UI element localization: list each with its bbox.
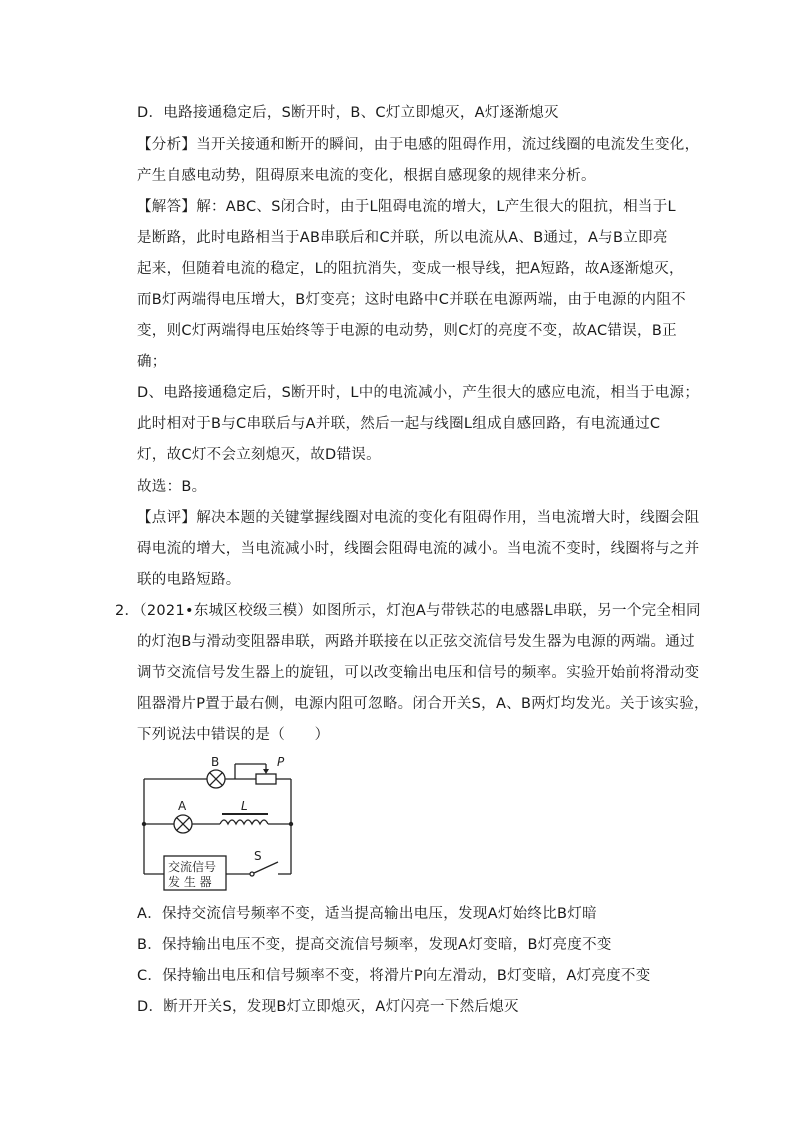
text-line: 【解答】解：ABC、S闭合时，由于L阻碍电流的增大，L产生很大的阻抗，相当于L <box>137 199 676 215</box>
text-line: 联的电路短路。 <box>137 572 241 588</box>
text-line: 阻器滑片P置于最右侧，电源内阻可忽略。闭合开关S，A、B两灯均发光。关于该实验， <box>137 696 709 712</box>
text-line: 起来，但随着电流的稳定，L的阻抗消失，变成一根导线，把A短路，故A逐渐熄灭， <box>137 261 684 277</box>
text-line: 灯，故C灯不会立刻熄灭，故D错误。 <box>137 447 381 463</box>
text-line: 产生自感电动势，阻碍原来电流的变化，根据自感现象的规律来分析。 <box>137 168 596 184</box>
question-header: 2．（2021•东城区校级三模）如图所示，灯泡A与带铁芯的电感器L串联，另一个完全相同 <box>115 603 701 619</box>
text-line: 【分析】当开关接通和断开的瞬间，由于电感的阻碍作用，流过线圈的电流发生变化， <box>137 137 700 153</box>
text-line: D、电路接通稳定后，S断开时，L中的电流减小，产生很大的感应电流，相当于电源； <box>137 385 700 401</box>
text-line: D．电路接通稳定后，S断开时，B、C灯立即熄灭，A灯逐渐熄灭 <box>137 105 559 121</box>
label-a: A <box>178 799 187 813</box>
text-line: 故选：B。 <box>137 479 207 495</box>
text-line: 确； <box>137 354 167 370</box>
text-line: 【点评】解决本题的关键掌握线圈对电流的变化有阻碍作用，当电流增大时，线圈会阻 <box>137 510 700 526</box>
text-line: 的灯泡B与滑动变阻器串联，两路并联接在以正弦交流信号发生器为电源的两端。通过 <box>137 634 695 650</box>
label-s: S <box>254 849 262 863</box>
option-b: B．保持输出电压不变，提高交流信号频率，发现A灯变暗，B灯亮度不变 <box>137 937 612 953</box>
rheostat-icon <box>256 774 276 784</box>
circuit-diagram <box>138 754 298 894</box>
label-l: L <box>241 799 248 813</box>
generator-label-2: 发 生 器 <box>168 875 212 889</box>
text-line: 变，则C灯两端得电压始终等于电源的电动势，则C灯的亮度不变，故AC错误，B正 <box>137 323 677 339</box>
option-a: A．保持交流信号频率不变，适当提高输出电压，发现A灯始终比B灯暗 <box>137 906 597 922</box>
label-b: B <box>211 755 220 769</box>
text-line: 下列说法中错误的是（ ） <box>137 727 330 743</box>
option-d: D．断开开关S，发现B灯立即熄灭，A灯闪亮一下然后熄灭 <box>137 999 519 1015</box>
option-c: C．保持输出电压和信号频率不变，将滑片P向左滑动，B灯变暗，A灯亮度不变 <box>137 968 651 984</box>
generator-label-1: 交流信号 <box>168 860 217 874</box>
label-p: P <box>277 755 285 769</box>
text-line: 是断路，此时电路相当于AB串联后和C并联，所以电流从A、B通过，A与B立即亮 <box>137 230 668 246</box>
text-line: 调节交流信号发生器上的旋钮，可以改变输出电压和信号的频率。实验开始前将滑动变 <box>137 665 700 681</box>
inductor-coil-icon <box>220 820 268 824</box>
text-line: 碍电流的增大，当电流减小时，线圈会阻碍电流的减小。当电流不变时，线圈将与之并 <box>137 541 700 557</box>
text-line: 而B灯两端得电压增大，B灯变亮；这时电路中C并联在电源两端，由于电源的内阻不 <box>137 292 686 308</box>
switch-s-icon <box>250 872 254 876</box>
text-line: 此时相对于B与C串联后与A并联，然后一起与线圈L组成自感回路，有电流通过C <box>137 416 661 432</box>
